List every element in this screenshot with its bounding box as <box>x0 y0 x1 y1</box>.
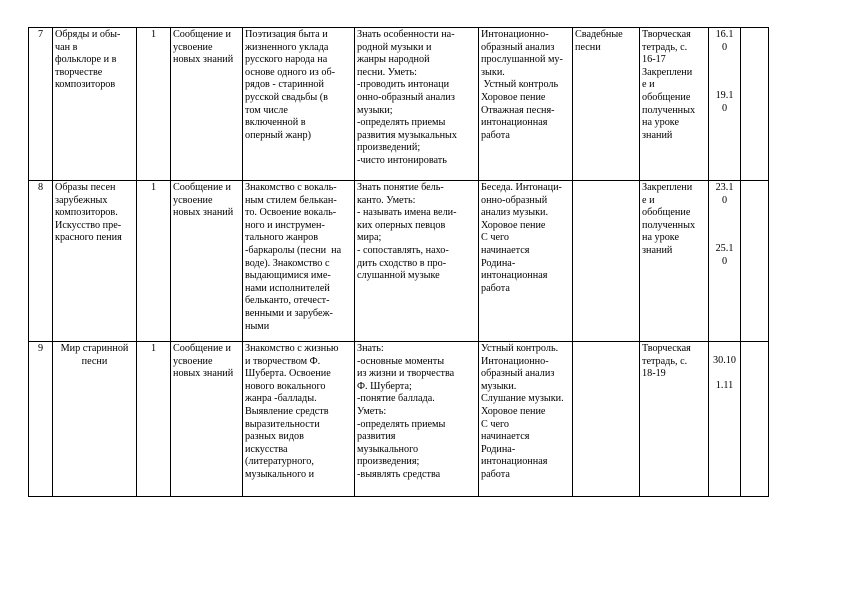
lesson-content-line: разных видов <box>245 431 304 443</box>
homework-line: 18-19 <box>642 368 666 380</box>
lesson-content-line: жанра -баллады. <box>245 393 317 405</box>
planned-date <box>709 181 741 342</box>
control-type-line: образный анализ <box>481 368 555 380</box>
lesson-content-line: тального жанров <box>245 232 319 244</box>
lesson-content-line: выразительности <box>245 418 320 430</box>
control-type-line: интонационная <box>481 270 548 282</box>
control-type-line: работа <box>481 129 510 141</box>
student-requirements-line: -основные моменты <box>357 355 445 367</box>
student-requirements-line: родной музыки и <box>357 41 432 53</box>
actual-date <box>741 181 769 342</box>
lesson-content-line: -баркаролы (песни на <box>245 244 342 256</box>
lesson-content <box>243 28 355 181</box>
control-type-line: С чего <box>481 232 510 244</box>
lesson-hours: 1 <box>137 342 171 497</box>
control-type-line: Родина- <box>481 443 516 455</box>
lesson-number: 7 <box>29 28 53 181</box>
lesson-type-line: Сообщение и <box>173 343 231 354</box>
lesson-topic-line: творчестве <box>55 66 103 78</box>
control-type <box>479 181 573 342</box>
lesson-content-line: бельканто, отечест- <box>245 295 330 307</box>
control-type-line: Устный контроль <box>481 79 559 91</box>
date-value: 0 <box>721 102 728 114</box>
student-requirements-line: -определять приемы <box>357 418 446 430</box>
control-type <box>479 342 573 497</box>
homework-line: Закреплени <box>642 182 693 193</box>
lesson-topic <box>53 28 137 181</box>
lesson-content-line: том числе <box>245 104 288 116</box>
lesson-topic-line: песни <box>81 355 108 367</box>
control-type-line: Устный контроль. <box>481 343 559 354</box>
date-spacer <box>711 368 738 380</box>
lesson-topic-line: красного пения <box>55 232 122 244</box>
lesson-type-line: новых знаний <box>173 54 234 66</box>
homework-line: обобщение <box>642 207 691 219</box>
student-requirements <box>355 28 479 181</box>
lesson-type <box>171 28 243 181</box>
lesson-type-line: новых знаний <box>173 368 234 380</box>
lesson-content-line: ного и инструмен- <box>245 219 325 231</box>
lesson-content-line: жизненного уклада <box>245 41 329 53</box>
lesson-content-line: оперный жанр) <box>245 129 311 141</box>
control-type-line: Хоровое пение <box>481 219 546 231</box>
lesson-content-line: рядов - старинной <box>245 79 324 91</box>
lesson-content-line: ным стилем белькан- <box>245 194 337 206</box>
homework-line: на уроке <box>642 117 680 129</box>
homework-line: знаний <box>642 129 673 141</box>
student-requirements-line: жанры народной <box>357 54 430 66</box>
lesson-content-line: Поэтизация быта и <box>245 29 328 40</box>
lesson-type-line: Сообщение и <box>173 182 231 193</box>
homework-line: обобщение <box>642 91 691 103</box>
date-value: 0 <box>721 255 728 267</box>
lesson-content-line: ными <box>245 320 270 332</box>
control-type-line: Хоровое пение <box>481 405 546 417</box>
lesson-topic-line: Образы песен <box>55 182 116 193</box>
lesson-content-line: воде). Знакомство с <box>245 257 330 269</box>
homework <box>640 342 709 497</box>
lesson-topic-line: чан в <box>55 41 78 53</box>
homework-line: тетрадь, с. <box>642 41 688 53</box>
lesson-content-line: нового вокального <box>245 380 326 392</box>
lesson-hours: 1 <box>137 28 171 181</box>
student-requirements-line: дить сходство в про- <box>357 257 447 269</box>
date-value: 1.11 <box>715 379 734 391</box>
lesson-content-line: нами исполнителей <box>245 282 330 294</box>
student-requirements-line: -выявлять средства <box>357 468 441 480</box>
date-spacer <box>711 343 738 355</box>
student-requirements-line: Знать: <box>357 343 384 354</box>
extra-element-line: Свадебные <box>575 29 623 40</box>
control-type <box>479 28 573 181</box>
homework <box>640 28 709 181</box>
control-type-line: С чего <box>481 418 510 430</box>
control-type-line: работа <box>481 468 510 480</box>
control-type-line: музыки. <box>481 380 517 392</box>
control-type-line: Хоровое пение <box>481 91 546 103</box>
homework <box>640 181 709 342</box>
control-type-line: интонационная <box>481 117 548 129</box>
control-type-line: зыки. <box>481 66 505 78</box>
lesson-content <box>243 181 355 342</box>
date-spacer <box>711 207 738 219</box>
lesson-topic-line: Обряды и обы- <box>55 29 121 40</box>
homework-line: е и <box>642 79 655 91</box>
lesson-type-line: усвоение <box>173 194 213 206</box>
lesson-content-line: музыкального и <box>245 468 315 480</box>
date-value: 16.1 <box>715 29 734 40</box>
date-value: 25.1 <box>715 243 734 255</box>
student-requirements-line: Уметь: <box>357 405 387 417</box>
lesson-plan-table <box>28 27 769 497</box>
extra-element <box>573 342 640 497</box>
control-type-line: интонационная <box>481 456 548 468</box>
homework-line: е и <box>642 194 655 206</box>
student-requirements-line: канто. Уметь: <box>357 194 416 206</box>
student-requirements-line: Ф. Шуберта; <box>357 380 412 392</box>
lesson-content-line: включенной в <box>245 117 306 129</box>
student-requirements-line: - сопоставлять, нахо- <box>357 244 449 256</box>
student-requirements-line: мира; <box>357 232 382 244</box>
lesson-type <box>171 342 243 497</box>
homework-line: полученных <box>642 104 696 116</box>
lesson-number: 8 <box>29 181 53 342</box>
student-requirements-line: из жизни и творчества <box>357 368 455 380</box>
table-body <box>29 28 769 497</box>
table-row <box>29 342 769 497</box>
homework-line: тетрадь, с. <box>642 355 688 367</box>
lesson-topic-line: композиторов. <box>55 207 118 219</box>
homework-line: знаний <box>642 244 673 256</box>
table-row <box>29 28 769 181</box>
control-type-line: Интонационно- <box>481 355 549 367</box>
extra-element <box>573 28 640 181</box>
homework-line: Закреплени <box>642 66 693 78</box>
lesson-content-line: то. Освоение вокаль- <box>245 207 337 219</box>
lesson-content-line: искусства <box>245 443 288 455</box>
lesson-content-line: и творчеством Ф. <box>245 355 321 367</box>
date-spacer <box>711 231 738 243</box>
table-row <box>29 181 769 342</box>
planned-date <box>709 342 741 497</box>
homework-line: 16-17 <box>642 54 666 66</box>
lesson-type-line: усвоение <box>173 41 213 53</box>
student-requirements-line: развития <box>357 431 396 443</box>
lesson-content-line: русской свадьбы (в <box>245 91 328 103</box>
lesson-topic-line: Мир старинной <box>60 343 129 354</box>
extra-element-line: песни <box>575 41 601 53</box>
lesson-number: 9 <box>29 342 53 497</box>
control-type-line: анализ музыки. <box>481 207 549 219</box>
student-requirements <box>355 342 479 497</box>
student-requirements-line: -чисто интонировать <box>357 154 447 166</box>
student-requirements-line: развития музыкальных <box>357 129 457 141</box>
student-requirements-line: музыкального <box>357 443 419 455</box>
homework-line: на уроке <box>642 232 680 244</box>
control-type-line: начинается <box>481 431 530 443</box>
control-type-line: Беседа. Интонаци- <box>481 182 562 193</box>
control-type-line: Слушание музыки. <box>481 393 564 405</box>
lesson-topic-line: фольклоре и в <box>55 54 117 66</box>
lesson-content-line: выдающимися име- <box>245 270 331 282</box>
lesson-topic-line: Искусство пре- <box>55 219 122 231</box>
planned-date <box>709 28 741 181</box>
student-requirements-line: -понятие баллада. <box>357 393 435 405</box>
actual-date <box>741 28 769 181</box>
lesson-content-line: венными и зарубеж- <box>245 307 333 319</box>
lesson-topic <box>53 181 137 342</box>
lesson-content-line: (литературного, <box>245 456 314 468</box>
lesson-content-line: русского народа на <box>245 54 328 66</box>
date-value: 19.1 <box>715 90 734 102</box>
lesson-type-line: усвоение <box>173 355 213 367</box>
lesson-content-line: Знакомство с вокаль- <box>245 182 337 193</box>
homework-line: Творческая <box>642 343 691 354</box>
lesson-content-line: Знакомство с жизнью <box>245 343 339 354</box>
control-type-line: онно-образный <box>481 194 548 206</box>
lesson-hours: 1 <box>137 181 171 342</box>
lesson-topic-line: композиторов <box>55 79 116 91</box>
lesson-content-line: Выявление средств <box>245 405 329 417</box>
student-requirements-line: Знать понятие бель- <box>357 182 444 193</box>
extra-element <box>573 181 640 342</box>
student-requirements-line: произведений; <box>357 142 421 154</box>
student-requirements-line: -определять приемы <box>357 117 446 129</box>
lesson-content <box>243 342 355 497</box>
lesson-type-line: Сообщение и <box>173 29 231 40</box>
date-value: 23.1 <box>715 182 734 193</box>
control-type-line: Интонационно- <box>481 29 549 40</box>
student-requirements-line: произведения; <box>357 456 420 468</box>
homework-line: полученных <box>642 219 696 231</box>
student-requirements-line: -проводить интонаци <box>357 79 450 91</box>
date-spacer <box>711 54 738 66</box>
control-type-line: работа <box>481 282 510 294</box>
lesson-content-line: основе одного из об- <box>245 66 336 78</box>
lesson-topic-line: зарубежных <box>55 194 108 206</box>
lesson-type-line: новых знаний <box>173 207 234 219</box>
date-spacer <box>711 78 738 90</box>
student-requirements-line: музыки; <box>357 104 393 116</box>
student-requirements-line: песни. Уметь: <box>357 66 417 78</box>
date-value: 0 <box>721 41 728 53</box>
control-type-line: Отважная песня- <box>481 104 555 116</box>
student-requirements-line: - называть имена вели- <box>357 207 457 219</box>
control-type-line: образный анализ <box>481 41 555 53</box>
date-spacer <box>711 66 738 78</box>
lesson-type <box>171 181 243 342</box>
homework-line: Творческая <box>642 29 691 40</box>
control-type-line: Родина- <box>481 257 516 269</box>
actual-date <box>741 342 769 497</box>
date-value: 30.10 <box>713 355 736 366</box>
date-value: 0 <box>721 194 728 206</box>
student-requirements-line: Знать особенности на- <box>357 29 455 40</box>
student-requirements-line: слушанной музыке <box>357 270 440 282</box>
lesson-content-line: Шуберта. Освоение <box>245 368 331 380</box>
student-requirements-line: онно-образный анализ <box>357 91 455 103</box>
student-requirements <box>355 181 479 342</box>
date-spacer <box>711 219 738 231</box>
student-requirements-line: ких оперных певцов <box>357 219 446 231</box>
control-type-line: начинается <box>481 244 530 256</box>
control-type-line: прослушанной му- <box>481 54 563 66</box>
lesson-topic <box>53 342 137 497</box>
